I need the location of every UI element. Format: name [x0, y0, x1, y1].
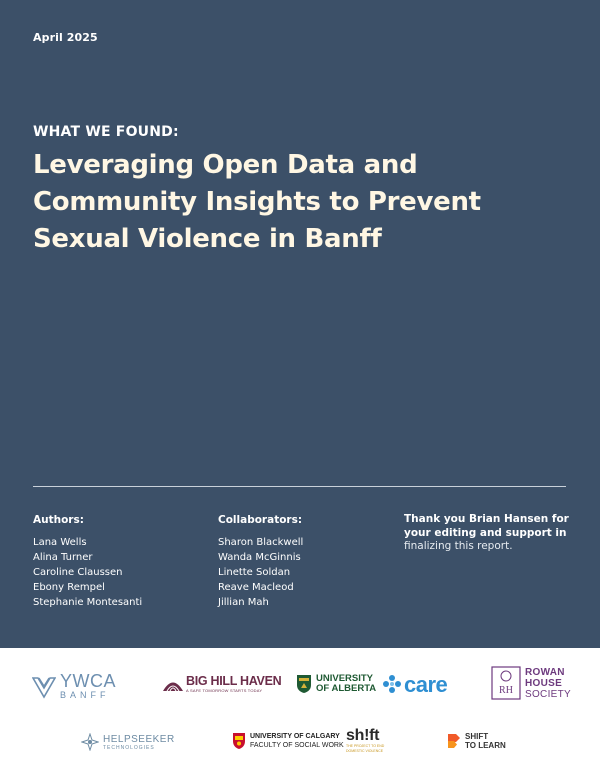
author-name: Caroline Claussen [33, 567, 123, 578]
logo-text: TO LEARN [465, 741, 506, 750]
authors-heading: Authors: [33, 514, 84, 526]
collaborators-list [218, 535, 388, 610]
university-of-calgary-logo [232, 732, 344, 750]
logo-text: HOUSE [525, 677, 563, 689]
title-line: Leveraging Open Data and [33, 150, 418, 180]
logo-text: THE PROJECT TO END [346, 744, 385, 748]
thanks-line: your editing and support in [404, 526, 567, 539]
author-name: Lana Wells [33, 537, 87, 548]
divider [33, 486, 566, 487]
partner-logos [0, 648, 600, 777]
university-of-alberta-logo [296, 674, 376, 694]
report-date: April 2025 [33, 31, 98, 44]
arrow-icon [446, 732, 462, 750]
logo-text: SHIFT [465, 732, 489, 741]
logo-text: YWCA [60, 671, 116, 691]
logo-text: UNIVERSITY OF CALGARY [250, 733, 340, 740]
collaborator-name: Jillian Mah [218, 597, 269, 608]
shift-logo [346, 728, 384, 753]
logo-text: A SAFE TOMORROW STARTS TODAY [186, 688, 263, 693]
acknowledgement [404, 513, 569, 554]
rowan-house-icon [491, 666, 521, 700]
title-line: Sexual Violence in Banff [33, 224, 382, 254]
crest-icon [296, 674, 312, 694]
collaborator-name: Reave Macleod [218, 582, 294, 593]
collaborator-name: Sharon Blackwell [218, 537, 304, 548]
logo-text: DOMESTIC VIOLENCE [346, 748, 384, 753]
author-name: Alina Turner [33, 552, 93, 563]
helpseeker-logo [81, 733, 175, 751]
collaborators-section [218, 513, 388, 610]
care-dots-icon [382, 674, 402, 696]
authors-section [33, 513, 203, 610]
collaborator-name: Wanda McGinnis [218, 552, 301, 563]
logo-text: OF ALBERTA [316, 683, 377, 694]
ywca-chevron-icon [32, 675, 56, 699]
collaborator-name: Linette Soldan [218, 567, 291, 578]
shield-icon [232, 732, 246, 750]
care-logo [382, 672, 447, 698]
logo-text: care [404, 672, 448, 697]
ywca-banff-logo [32, 673, 116, 701]
collaborators-heading: Collaborators: [218, 514, 303, 526]
svg-text:RH: RH [499, 685, 513, 696]
logo-text: BANFF [60, 690, 110, 700]
authors-list [33, 535, 203, 610]
logo-text: UNIVERSITY [316, 673, 374, 684]
logo-text: FACULTY OF SOCIAL WORK [250, 742, 344, 749]
logo-text: SOCIETY [525, 688, 571, 700]
compass-icon [81, 733, 99, 751]
logo-text: HELPSEEKER [103, 733, 175, 745]
title-line: Community Insights to Prevent [33, 187, 481, 217]
thanks-line: Thank you Brian Hansen for [404, 513, 569, 525]
author-name: Ebony Rempel [33, 582, 105, 593]
logo-text: sh!ft [346, 727, 380, 744]
logo-text: TECHNOLOGIES [103, 744, 155, 751]
big-hill-haven-logo [162, 675, 281, 693]
mountain-icon [162, 676, 184, 692]
shift-to-learn-logo [446, 732, 506, 750]
report-title [33, 147, 503, 258]
rowan-house-logo [491, 666, 571, 700]
logo-text: BIG HILL HAVEN [186, 674, 282, 688]
logo-text: ROWAN [525, 666, 565, 678]
thanks-line: finalizing this report. [404, 540, 513, 552]
author-name: Stephanie Montesanti [33, 597, 143, 608]
report-kicker: WHAT WE FOUND: [33, 124, 179, 140]
